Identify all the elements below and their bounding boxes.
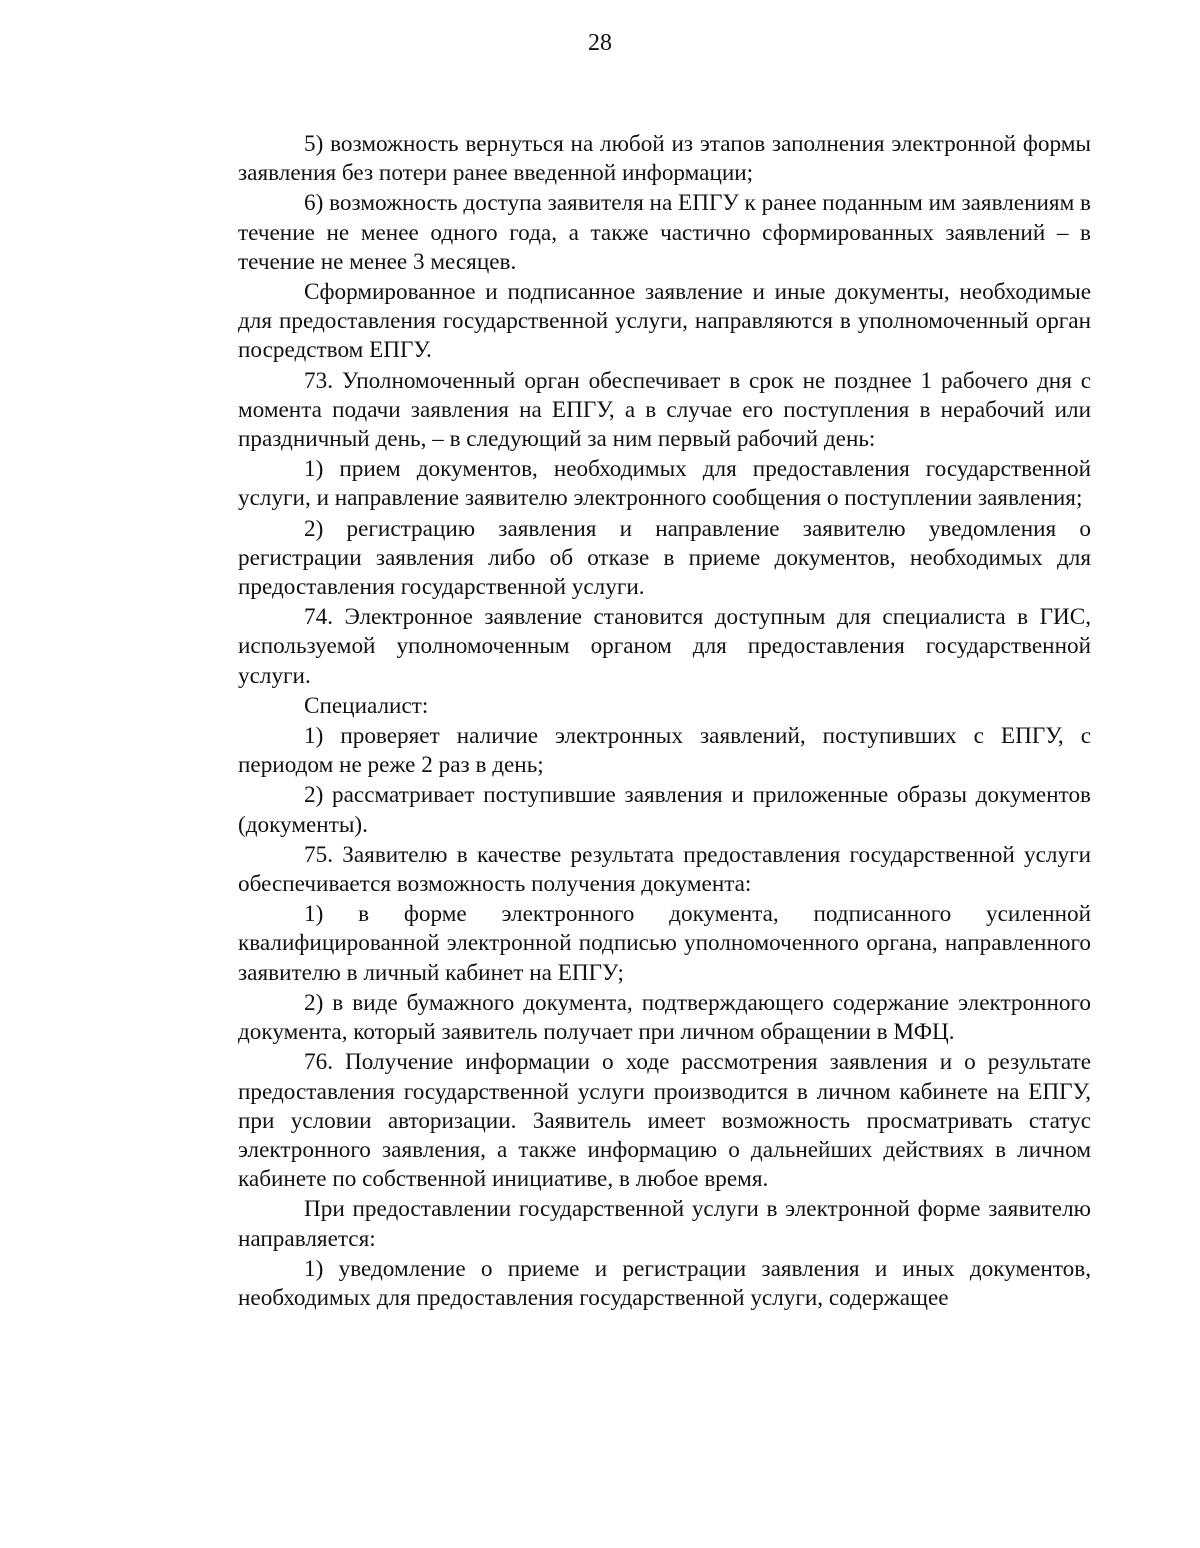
paragraph-75-item-2: 2) в виде бумажного документа, подтверждающего содержание электронного документа, который заявитель получает при личном обращении в МФЦ.: [238, 989, 1091, 1046]
paragraph-specialist-item-2: 2) рассматривает поступившие заявления и приложенные образы документов (документы).: [238, 782, 1091, 838]
paragraph-75-item-1: 1) в форме электронного документа, подписанного усиленной квалифицированной электронной подписью уполномоченного органа, направленного заявителю в личный кабинет на ЕПГУ;: [238, 901, 1091, 986]
paragraph-75: 75. Заявителю в качестве результата предоставления государственной услуги обеспечивается возможность получения документа:: [238, 841, 1091, 898]
paragraph-notification-item-1: 1) уведомление о приеме и регистрации заявления и иных документов, необходимых для предоставления государственной услуги, содержащее: [238, 1255, 1091, 1311]
paragraph-76: 76. Получение информации о ходе рассмотрения заявления и о результате предоставления государственной услуги производится в личном кабинете на ЕПГУ, при условии авторизации. Заявитель имеет возможность просматривать статус электронного заявления, а также информацию о дальнейших действиях в личном кабинете по собственной инициативе, в любое время.: [238, 1049, 1091, 1193]
paragraph-specialist: Специалист:: [304, 692, 429, 719]
document-body: [238, 130, 1091, 1314]
paragraph-73-item-1: 1) прием документов, необходимых для предоставления государственной услуги, и направление заявителю электронного сообщения о поступлении заявления;: [238, 456, 1091, 512]
paragraph-item-6: 6) возможность доступа заявителя на ЕПГУ к ранее поданным им заявлениям в течение не менее одного года, а также частично сформированных заявлений – в течение не менее 3 месяцев.: [238, 190, 1091, 275]
page-number: 28: [588, 30, 612, 56]
paragraph-73: 73. Уполномоченный орган обеспечивает в срок не позднее 1 рабочего дня с момента подачи заявления на ЕПГУ, а в случае его поступления в нерабочий или праздничный день, – в следующий за ним первый рабочий день:: [238, 367, 1091, 453]
paragraph-specialist-item-1: 1) проверяет наличие электронных заявлений, поступивших с ЕПГУ, с периодом не реже 2 раз в день;: [238, 723, 1091, 779]
paragraph-submitted-application: Сформированное и подписанное заявление и иные документы, необходимые для предоставления государственной услуги, направляются в уполномоченный орган посредством ЕПГУ.: [238, 279, 1091, 364]
paragraph-item-5: 5) возможность вернуться на любой из этапов заполнения электронной формы заявления без потери ранее введенной информации;: [238, 131, 1091, 187]
paragraph-74: 74. Электронное заявление становится доступным для специалиста в ГИС, используемой уполномоченным органом для предоставления государственной услуги.: [238, 604, 1091, 689]
paragraph-electronic-form: При предоставлении государственной услуги в электронной форме заявителю направляется:: [238, 1196, 1091, 1252]
paragraph-73-item-2: 2) регистрацию заявления и направление заявителю уведомления о регистрации заявления либо об отказе в приеме документов, необходимых для предоставления государственной услуги.: [238, 515, 1091, 601]
